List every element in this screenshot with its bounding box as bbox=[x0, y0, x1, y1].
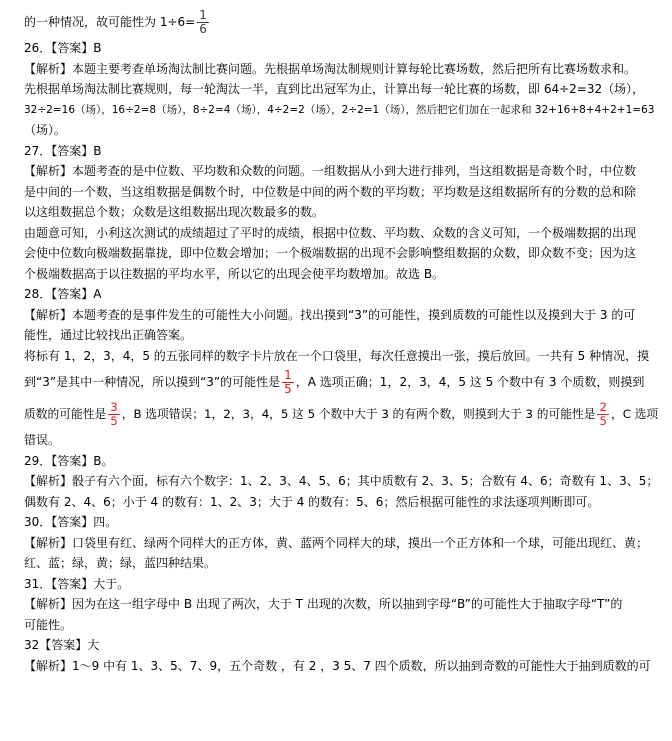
analysis-27-line4: 由题意可知，小利这次测试的成绩超过了平时的成绩，根据中位数、平均数、众数的含义可知，一个极端数据的出现 bbox=[24, 225, 637, 240]
analysis-28-line2: 能性，通过比较找出正确答案。 bbox=[24, 328, 193, 342]
analysis-29-line1: 【解析】骰子有六个面，标有六个数字：1、2、3、4、5、6；其中质数有 2、3、5；合数有 4、6；奇数有 1、3、5； bbox=[24, 474, 659, 488]
analysis-31-line2: 可能性。 bbox=[24, 617, 73, 632]
analysis-28-line1: 【解析】本题考查的是事件发生的可能性大小问题。找出摸到“3”的可能性，摸到质数的可能性以及摸到大于 3 的可 bbox=[24, 307, 636, 322]
answer-28: 28．【答案】A bbox=[24, 287, 102, 301]
answer-31: 31．【答案】大于。 bbox=[24, 576, 130, 591]
analysis-26-line3: 32÷2=16（场），16÷2=8（场），8÷2=4（场），4÷2=2（场），2÷2=1（场），然后把它们加在一起求和 32+16+8+4+2+1=63 bbox=[24, 103, 655, 116]
analysis-27-line5: 会使中位数向极端数据靠拢，即中位数会增加；一个极端数据的出现不会影响整组数据的众数，即众数不变；因为这 bbox=[24, 246, 637, 260]
fraction-one-sixth: $\frac{1}{6}$ bbox=[199, 8, 207, 36]
analysis-30-line2: 红、蓝；绿，黄；绿，蓝四种结果。 bbox=[24, 556, 217, 570]
fraction-one-fifth: $\frac{1}{5}$ bbox=[284, 368, 292, 396]
analysis-32-line1: 【解析】1～9 中有 1、3、5、7、9，五个奇数 ，有 2 ，3 5、7 四个质数，所以抽到奇数的可能性大于抽到质数的可 bbox=[24, 658, 651, 673]
analysis-29-line2: 偶数有 2、4、6；小于 4 的数有：1、2、3；大于 4 的数有：5、6；然后根据可能性的求法逐项判断即可。 bbox=[24, 494, 600, 509]
answer-document bbox=[24, 6, 664, 676]
analysis-27-line2: 是中间的一个数，当这组数据是偶数个时，中位数是中间的两个数的平均数；平均数是这组数据所有的分数的总和除 bbox=[24, 184, 637, 199]
analysis-26-line2: 先根据单场淘汰制比赛规则，每一轮淘汰一半，直到比出冠军为止，计算出每一轮比赛的场数，即 64÷2=32（场）， bbox=[24, 82, 645, 96]
analysis-28-line3: 将标有 1，2，3，4，5 的五张同样的数字卡片放在一个口袋里，每次任意摸出一张，摸后放回。一共有 5 种情况，摸 bbox=[24, 348, 650, 363]
analysis-27-line1: 【解析】本题考查的是中位数、平均数和众数的问题。一组数据从小到大进行排列，当这组数据是奇数个时，中位数 bbox=[24, 164, 637, 178]
analysis-27-line3: 以这组数据总个数；众数是这组数据出现次数最多的数。 bbox=[24, 205, 325, 219]
analysis-26-line1: 【解析】本题主要考查单场淘汰制比赛问题。先根据单场淘汰制规则计算每轮比赛场数，然后把所有比赛场数求和。 bbox=[24, 61, 637, 76]
answer-26: 26．【答案】B bbox=[24, 41, 102, 55]
answer-27: 27．【答案】B bbox=[24, 143, 102, 158]
analysis-31-line1: 【解析】因为在这一组字母中 B 出现了两次，大于 T 出现的次数，所以抽到字母“B”的可能性大于抽取字母“T”的 bbox=[24, 597, 623, 611]
answer-30: 30．【答案】四。 bbox=[24, 515, 118, 529]
answer-29: 29．【答案】B。 bbox=[24, 453, 114, 468]
fraction-three-fifths: $\frac{3}{5}$ bbox=[110, 400, 118, 428]
analysis-26-line4: （场）。 bbox=[24, 123, 67, 137]
analysis-28-line6: 错误。 bbox=[24, 433, 61, 447]
fraction-two-fifths: $\frac{2}{5}$ bbox=[599, 400, 607, 428]
analysis-28-line4: 到“3”是其中一种情况，所以摸到“3”的可能性是 $\frac{1}{5}$ ，A 选项正确；1，2，3，4，5 这 5 个数中有 3 个质数，则摸到 bbox=[24, 368, 645, 396]
continued-line: 的一种情况，故可能性为 1÷6= $\frac{1}{6}$ bbox=[24, 8, 207, 36]
analysis-27-line6: 个极端数据高于以往数据的平均水平，所以它的出现会使平均数增加。故选 B。 bbox=[24, 266, 445, 281]
analysis-28-line5: 质数的可能性是 $\frac{3}{5}$ ，B 选项错误；1，2，3，4，5 这 5 个数中大于 3 的有两个数，则摸到大于 3 的可能性是 $\frac{2}{5}$ ，C 选项 bbox=[24, 400, 659, 428]
analysis-30-line1: 【解析】口袋里有红、绿两个同样大的正方体，黄、蓝两个同样大的球，摸出一个正方体和一个球，可能出现红、黄； bbox=[24, 535, 649, 550]
answer-32: 32【答案】大 bbox=[24, 638, 100, 652]
